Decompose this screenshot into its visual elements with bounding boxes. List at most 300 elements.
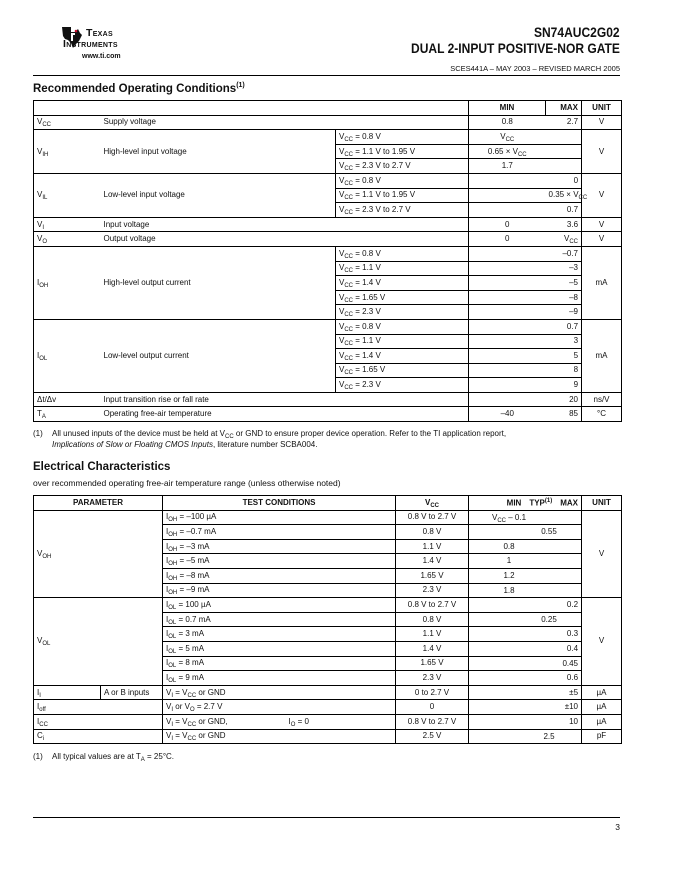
header-test-conditions: TEST CONDITIONS <box>163 496 396 511</box>
min-value <box>469 276 546 291</box>
text: V <box>339 263 345 273</box>
test-condition <box>163 641 396 656</box>
subscript: I <box>171 736 174 743</box>
footnote-line <box>52 751 174 762</box>
text: I <box>166 599 169 609</box>
text: 1.8 <box>503 585 515 595</box>
text: I <box>37 702 40 712</box>
text: 9 <box>573 380 579 390</box>
min-value <box>469 130 546 145</box>
text: = 0.8 V <box>353 131 381 141</box>
max-value: ±10 <box>564 702 579 712</box>
text: or GND, <box>196 716 228 726</box>
min-typ-max <box>469 583 582 598</box>
param-symbol <box>34 115 101 130</box>
table-row <box>34 232 622 247</box>
text: V <box>339 190 345 200</box>
max-value: 0.4 <box>566 643 579 653</box>
text: 2.7 <box>566 117 579 127</box>
text: I <box>37 277 40 287</box>
text: 85 <box>569 409 579 419</box>
max-value <box>546 115 582 130</box>
test-condition <box>336 378 469 393</box>
subscript: CC <box>497 517 507 524</box>
test-condition <box>163 583 396 598</box>
unit: µA <box>582 685 622 700</box>
vcc-value: 0.8 V <box>396 525 469 540</box>
max-value <box>546 305 582 320</box>
text: V <box>339 350 345 360</box>
text: 8 <box>573 365 579 375</box>
text: Δt/Δv <box>37 394 57 404</box>
vcc-value: 1.65 V <box>396 656 469 671</box>
text: I <box>166 541 169 551</box>
subscript: A <box>41 414 46 421</box>
header-vcc <box>396 496 469 511</box>
text: V <box>339 175 345 185</box>
min-value <box>469 232 546 247</box>
recommended-operating-conditions-table <box>33 100 622 422</box>
param-description: Operating free-air temperature <box>101 407 469 422</box>
subscript: i <box>42 736 45 743</box>
text: –5 <box>569 277 579 287</box>
table-header-row <box>34 496 622 511</box>
subscript: CC <box>344 195 354 202</box>
vcc-value: 0.8 V <box>396 612 469 627</box>
text: = 1.65 V <box>353 365 386 375</box>
text: = V <box>173 716 188 726</box>
min-value <box>469 334 546 349</box>
min-value <box>503 542 514 552</box>
unit: V <box>582 510 622 598</box>
test-condition <box>336 188 469 203</box>
min-value <box>492 513 526 523</box>
text: –40 <box>500 409 514 419</box>
subscript: CC <box>505 136 515 143</box>
subscript: off <box>39 707 46 714</box>
text: V <box>166 731 172 741</box>
text: I <box>166 526 169 536</box>
table-row <box>34 115 622 130</box>
unit: V <box>582 598 622 686</box>
text: 0.8 <box>501 117 513 127</box>
text: I <box>288 716 291 726</box>
text: = –0.7 mA <box>177 526 217 536</box>
test-condition <box>163 510 396 525</box>
text: or GND <box>196 731 226 741</box>
subscript: IH <box>42 151 49 158</box>
text: I <box>166 556 169 566</box>
test-condition-2 <box>289 717 309 727</box>
text: V <box>339 146 345 156</box>
unit: mA <box>582 319 622 392</box>
unit: V <box>582 130 622 174</box>
max-value <box>546 319 582 334</box>
subscript: CC <box>344 312 354 319</box>
subscript: O <box>189 707 195 714</box>
text: 0 <box>505 219 510 229</box>
param-symbol <box>34 130 101 174</box>
min-value <box>469 217 546 232</box>
vcc-value: 1.1 V <box>396 539 469 554</box>
header-max: MAX <box>546 101 582 116</box>
text: V <box>339 131 345 141</box>
text: = 1.1 V <box>353 336 381 346</box>
subscript: CC <box>344 166 354 173</box>
min-typ-max <box>469 729 582 744</box>
text: All typical values are at T <box>52 752 141 761</box>
text: I <box>166 614 169 624</box>
text: 0.8 <box>503 541 515 551</box>
subscript: CC <box>578 195 588 202</box>
min-value <box>469 115 546 130</box>
text: = –5 mA <box>177 556 210 566</box>
text: 0 <box>573 175 579 185</box>
max-value <box>546 349 582 364</box>
unit: pF <box>582 729 622 744</box>
min-typ-max <box>469 671 582 686</box>
footnote-line <box>52 428 506 439</box>
test-condition <box>163 627 396 642</box>
subscript: CC <box>344 355 354 362</box>
unit: µA <box>582 700 622 715</box>
text: I <box>166 643 169 653</box>
min-value <box>469 290 546 305</box>
text: = 1.1 V to 1.95 V <box>353 190 416 200</box>
param-symbol <box>34 392 101 407</box>
text: = 8 mA <box>176 658 205 668</box>
param-symbol <box>34 232 101 247</box>
min-value <box>469 246 546 261</box>
min-typ-max <box>469 612 582 627</box>
vcc-value: 0 <box>396 700 469 715</box>
min-typ-max <box>469 700 582 715</box>
min-value <box>469 173 546 188</box>
test-condition <box>163 612 396 627</box>
text: I <box>166 672 169 682</box>
subscript: CC <box>344 326 354 333</box>
max-value <box>546 378 582 393</box>
subscript: O <box>42 239 48 246</box>
text: = –9 mA <box>177 585 210 595</box>
ti-logo <box>60 24 150 66</box>
text: = 2.3 V <box>353 380 381 390</box>
subscript: OH <box>168 517 178 524</box>
electrical-characteristics-table <box>33 495 622 744</box>
text: –0.7 <box>562 248 579 258</box>
max-value <box>546 261 582 276</box>
text: = 0 <box>295 716 309 726</box>
typ-value: 0.25 <box>541 614 557 624</box>
text: = 0.7 mA <box>176 614 211 624</box>
text: V <box>166 687 172 697</box>
param-symbol <box>34 319 101 392</box>
max-value: 0.6 <box>566 673 579 683</box>
subscript: CC <box>344 297 354 304</box>
subscript: IL <box>42 195 48 202</box>
test-condition <box>163 685 396 700</box>
header-blank <box>34 101 469 116</box>
text: = 2.7 V <box>194 702 223 712</box>
param-description: High-level input voltage <box>101 130 336 174</box>
table-row <box>34 173 622 188</box>
param-description: Input voltage <box>101 217 469 232</box>
min-value <box>507 556 511 566</box>
min-typ-max <box>469 627 582 642</box>
table-row <box>34 130 622 145</box>
vcc-value: 2.3 V <box>396 671 469 686</box>
min-typ-max <box>469 641 582 656</box>
text: 3.6 <box>566 219 579 229</box>
max-value <box>546 203 582 218</box>
text: = 1.1 V <box>353 263 381 273</box>
ec-title: Electrical Characteristics <box>33 461 171 473</box>
vcc-value: 0 to 2.7 V <box>396 685 469 700</box>
max-value <box>546 144 582 159</box>
subscript: CC <box>344 253 354 260</box>
ec-subtitle: over recommended operating free-air temperature range (unless otherwise noted) <box>33 478 341 488</box>
test-condition <box>336 363 469 378</box>
text: = 5 mA <box>176 643 205 653</box>
header-parameter: PARAMETER <box>34 496 163 511</box>
vcc-value: 1.65 V <box>396 568 469 583</box>
min-typ-max <box>469 598 582 613</box>
subscript: OL <box>168 677 177 684</box>
text: = 1.4 V <box>353 350 381 360</box>
header-min-typ-max <box>469 496 582 511</box>
text: 3 <box>573 336 579 346</box>
vcc-value: 2.3 V <box>396 583 469 598</box>
param-description: Output voltage <box>101 232 469 247</box>
min-value <box>469 319 546 334</box>
text: = 100 µA <box>176 599 211 609</box>
param-symbol <box>34 173 101 217</box>
max-value <box>546 407 582 422</box>
subscript: OL <box>42 641 51 648</box>
vcc-value: 1.4 V <box>396 554 469 569</box>
subscript: CC <box>344 341 354 348</box>
max-value <box>546 173 582 188</box>
param-description: Low-level input voltage <box>101 173 336 217</box>
test-condition <box>163 568 396 583</box>
typ-value: 0.55 <box>541 527 557 537</box>
subscript: CC <box>344 151 354 158</box>
test-condition <box>336 130 469 145</box>
subscript: CC <box>344 268 354 275</box>
subscript: CC <box>225 434 234 440</box>
test-condition <box>163 525 396 540</box>
test-condition <box>336 246 469 261</box>
header-unit: UNIT <box>582 496 622 511</box>
table-row <box>34 246 622 261</box>
header-typ: TYP <box>529 499 545 509</box>
footnote-number: (1) <box>33 429 43 438</box>
roc-title: Recommended Operating Conditions$^{(1)}$ <box>33 82 245 95</box>
max-value: 0.3 <box>566 629 579 639</box>
test-condition <box>336 276 469 291</box>
text: V <box>166 702 172 712</box>
test-condition <box>163 700 396 715</box>
test-condition <box>336 159 469 174</box>
table-row <box>34 700 622 715</box>
text: V <box>37 636 43 646</box>
max-value <box>546 232 582 247</box>
text: I <box>166 512 169 522</box>
footnote-line <box>52 439 317 450</box>
unit: V <box>582 217 622 232</box>
table-row <box>34 685 622 700</box>
min-value <box>503 571 514 581</box>
test-condition <box>336 173 469 188</box>
document-number: SCES441A – MAY 2003 – REVISED MARCH 2005 <box>450 64 620 73</box>
page-number: 3 <box>615 822 620 832</box>
max-value <box>546 276 582 291</box>
text: T <box>37 409 42 419</box>
subscript: OL <box>168 648 177 655</box>
max-value <box>546 392 582 407</box>
text: = 0.8 V <box>353 248 381 258</box>
subscript: OH <box>168 590 178 597</box>
logo-text-texas: Texas <box>86 27 113 39</box>
text: = 2.3 V to 2.7 V <box>353 204 411 214</box>
max-value <box>546 363 582 378</box>
text: = V <box>173 687 188 697</box>
table-header-row <box>34 101 622 116</box>
subscript: OL <box>168 663 177 670</box>
param-symbol <box>34 246 101 319</box>
header-max: MAX <box>560 499 579 509</box>
text: V <box>500 131 506 141</box>
test-condition <box>336 334 469 349</box>
test-condition <box>163 598 396 613</box>
text: V <box>37 234 43 244</box>
table-row <box>34 598 622 613</box>
subscript: OH <box>168 561 178 568</box>
max-value <box>546 130 582 145</box>
min-value <box>503 586 514 596</box>
header-typ-footnote: (1) <box>544 498 553 505</box>
text: V <box>339 380 345 390</box>
unit: mA <box>582 246 622 319</box>
text: 0.7 <box>566 321 579 331</box>
param-symbol <box>34 217 101 232</box>
param-description: Input transition rise or fall rate <box>101 392 469 407</box>
param-description: Low-level output current <box>101 319 336 392</box>
text: 0 <box>505 234 510 244</box>
document-title: DUAL 2-INPUT POSITIVE-NOR GATE <box>411 40 620 56</box>
text: V <box>37 548 43 558</box>
text: 0.7 <box>566 204 579 214</box>
test-condition <box>163 539 396 554</box>
text: V <box>339 365 345 375</box>
text: or V <box>173 702 190 712</box>
text: –9 <box>569 307 579 317</box>
text: 0.65 × V <box>487 146 518 156</box>
text: I <box>166 570 169 580</box>
min-value <box>469 188 546 203</box>
test-condition <box>336 290 469 305</box>
text: I <box>37 350 40 360</box>
text: V <box>166 716 172 726</box>
header-divider <box>33 75 620 76</box>
subscript: CC <box>42 122 52 129</box>
text: 1.2 <box>503 570 515 580</box>
subscript: CC <box>344 136 354 143</box>
text: V <box>425 497 431 507</box>
table-row <box>34 319 622 334</box>
subscript: A <box>140 757 145 763</box>
header-min: MIN <box>506 499 522 509</box>
min-typ-max <box>469 656 582 671</box>
text: = 3 mA <box>176 629 205 639</box>
text: V <box>564 234 570 244</box>
min-value <box>469 159 546 174</box>
part-number: SN74AUC2G02 <box>534 24 620 40</box>
unit: V <box>582 115 622 130</box>
subscript: OL <box>168 634 177 641</box>
text: V <box>339 307 345 317</box>
test-condition <box>163 671 396 686</box>
unit: °C <box>582 407 622 422</box>
text: – 0.1 <box>506 512 527 522</box>
text: I <box>37 716 40 726</box>
max-value <box>546 188 588 203</box>
subscript: CC <box>569 239 579 246</box>
text: or GND <box>196 687 226 697</box>
text: V <box>339 336 345 346</box>
unit: ns/V <box>582 392 622 407</box>
param-description: High-level output current <box>101 246 336 319</box>
subscript: I <box>171 692 174 699</box>
footnote-number: (1) <box>33 752 43 761</box>
param-symbol <box>34 714 163 729</box>
text: = 2.3 V <box>353 307 381 317</box>
table-row <box>34 729 622 744</box>
max-value: ±5 <box>569 687 579 697</box>
subscript: CC <box>344 385 354 392</box>
test-condition <box>163 729 396 744</box>
param-symbol <box>34 407 101 422</box>
subscript: CC <box>344 180 354 187</box>
subscript: OL <box>39 355 48 362</box>
text: V <box>37 146 43 156</box>
text: = 1.65 V <box>353 292 386 302</box>
max-value <box>546 246 582 261</box>
max-value <box>546 159 582 174</box>
subscript: CC <box>344 370 354 377</box>
subscript: I <box>171 707 174 714</box>
text: V <box>339 321 345 331</box>
test-condition <box>163 714 396 729</box>
min-typ-max <box>469 554 582 569</box>
text: = V <box>173 731 188 741</box>
subscript: OH <box>39 282 49 289</box>
param-sub: A or B inputs <box>101 685 163 700</box>
max-value <box>546 290 582 305</box>
text: –8 <box>569 292 579 302</box>
text: C <box>37 731 43 741</box>
test-condition <box>163 554 396 569</box>
text: V <box>492 512 498 522</box>
param-symbol <box>34 700 163 715</box>
unit: V <box>582 232 622 247</box>
subscript: CC <box>344 209 354 216</box>
text: = 25°C. <box>144 752 175 761</box>
min-typ-max <box>469 539 582 554</box>
footer-divider <box>33 817 620 818</box>
text: = –8 mA <box>177 570 210 580</box>
literature-title: Implications of Slow or Floating CMOS Inputs <box>52 440 213 449</box>
